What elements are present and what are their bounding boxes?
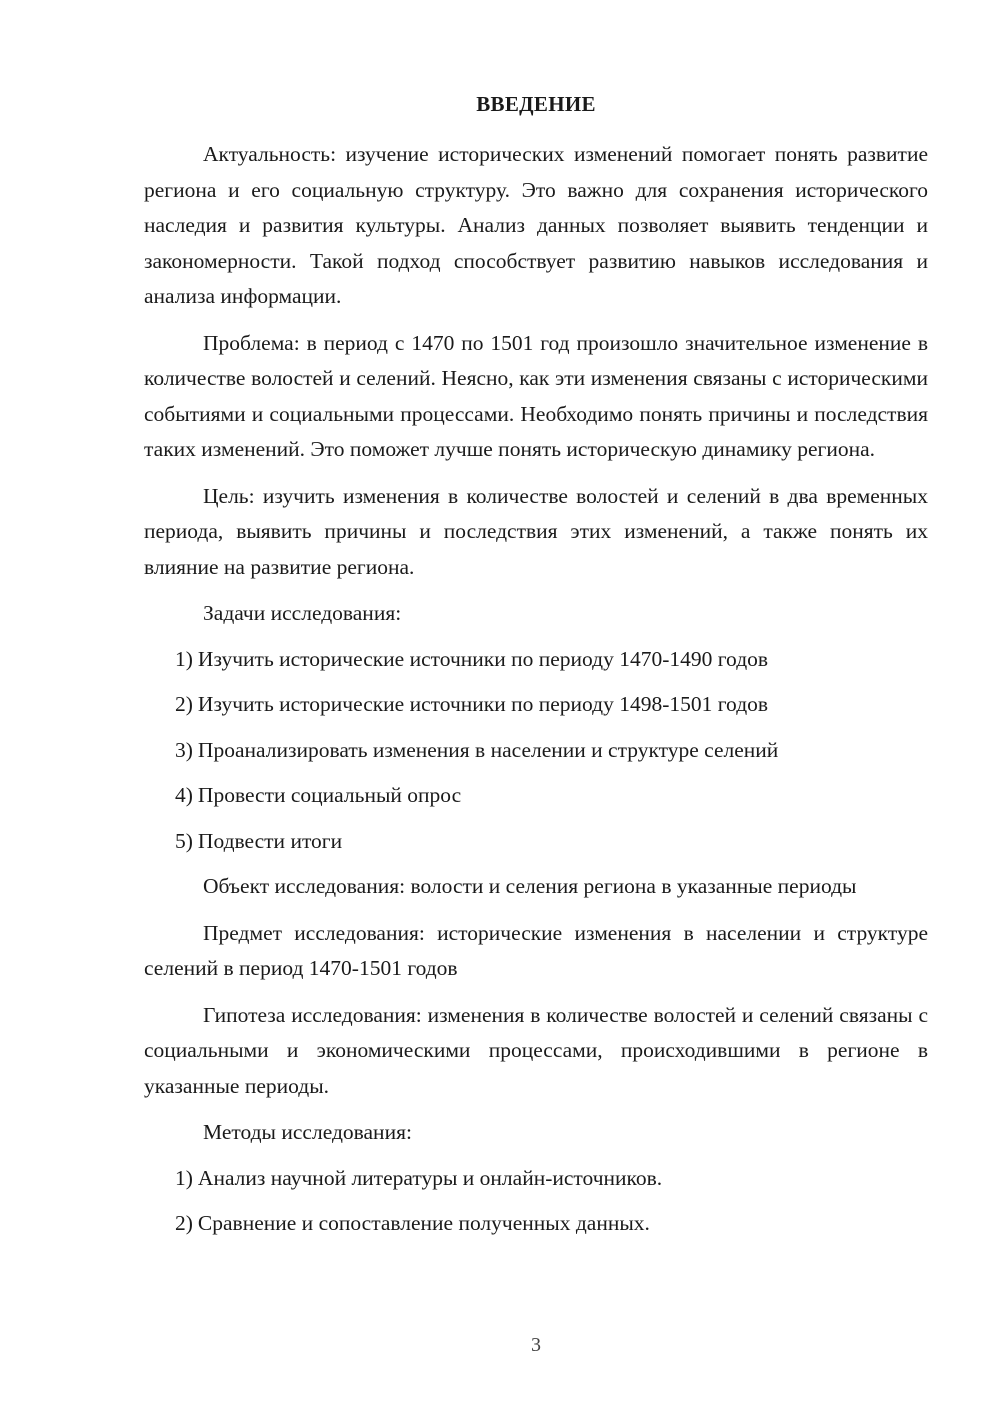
- problem-paragraph: Проблема: в период с 1470 по 1501 год произошло значительное изменение в количестве волостей и селений. Неясно, как эти изменения связаны с историческими событиями и социальными процессами. Необходимо понять причины и последствия таких изменений. Это поможет лучше понять историческую динамику региона.: [144, 330, 928, 461]
- hypothesis-paragraph: Гипотеза исследования: изменения в количестве волостей и селений связаны с социальными и экономическими процессами, происходившими в регионе в указанные периоды.: [144, 1002, 928, 1098]
- page-number: 3: [531, 1334, 541, 1356]
- subject-paragraph: Предмет исследования: исторические изменения в населении и структуре селений в период 1470-1501 годов: [144, 920, 928, 980]
- methods-heading: Методы исследования:: [203, 1120, 412, 1144]
- page-title: ВВЕДЕНИЕ: [476, 92, 596, 116]
- list-item: 2) Сравнение и сопоставление полученных данных.: [175, 1211, 650, 1235]
- goal-paragraph: Цель: изучить изменения в количестве волостей и селений в два временных периода, выявить причины и последствия этих изменений, а также понять их влияние на развитие региона.: [144, 483, 928, 579]
- list-item: 1) Изучить исторические источники по периоду 1470-1490 годов: [175, 646, 769, 671]
- list-item: 4) Провести социальный опрос: [175, 783, 462, 807]
- document-page: [144, 92, 928, 1252]
- tasks-list: [144, 642, 928, 860]
- list-item: 3) Проанализировать изменения в населении и структуре селений: [175, 737, 779, 762]
- list-item: 1) Анализ научной литературы и онлайн-источников.: [175, 1165, 663, 1190]
- tasks-heading: Задачи исследования:: [203, 601, 402, 625]
- object-paragraph: Объект исследования: волости и селения региона в указанные периоды: [203, 874, 857, 898]
- relevance-paragraph: Актуальность: изучение исторических изменений помогает понять развитие региона и его социальную структуру. Это важно для сохранения исторического наследия и развития культуры. Анализ данных позволяет выявить тенденции и закономерности. Такой подход способствует развитию навыков исследования и анализа информации.: [144, 142, 928, 308]
- list-item: 2) Изучить исторические источники по периоду 1498-1501 годов: [175, 692, 769, 716]
- methods-list: [144, 1161, 928, 1242]
- list-item: 5) Подвести итоги: [175, 828, 343, 853]
